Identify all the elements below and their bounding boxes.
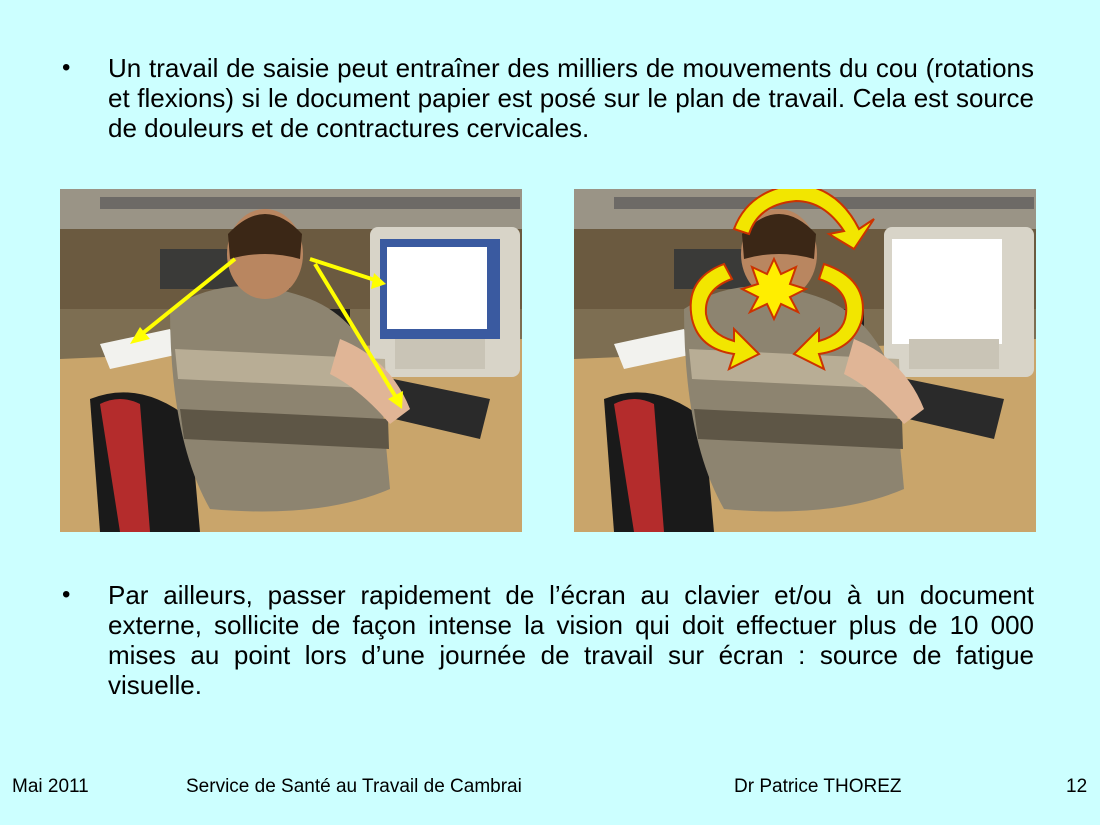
photo-neck-strain-illustration — [574, 189, 1036, 532]
photo-eye-movements-illustration — [60, 189, 522, 532]
pain-burst — [742, 259, 806, 319]
bullet-2 — [62, 580, 1034, 700]
footer-page-number: 12 — [1066, 776, 1088, 797]
bullet-2-text: Par ailleurs, passer rapidement de l’écran au clavier et/ou à un document externe, sollicite de façon intense la vision qui doit effectuer plus de 10 000 mises au point lors d’une journée de travail sur écran : source de fatigue visuelle. — [108, 580, 1034, 700]
bullet-marker: • — [62, 54, 71, 81]
bullet-1 — [62, 53, 1034, 143]
photo-neck-strain — [574, 189, 1036, 532]
footer-service: Service de Santé au Travail de Cambrai — [186, 776, 522, 797]
photo-eye-movements — [60, 189, 522, 532]
footer-date: Mai 2011 — [12, 776, 89, 797]
footer-author: Dr Patrice THOREZ — [734, 776, 902, 797]
bullet-1-text: Un travail de saisie peut entraîner des milliers de mouvements du cou (rotations et flexions) si le document papier est posé sur le plan de travail. Cela est source de douleurs et de contractures cervicales. — [108, 53, 1034, 143]
bullet-marker: • — [62, 581, 71, 608]
